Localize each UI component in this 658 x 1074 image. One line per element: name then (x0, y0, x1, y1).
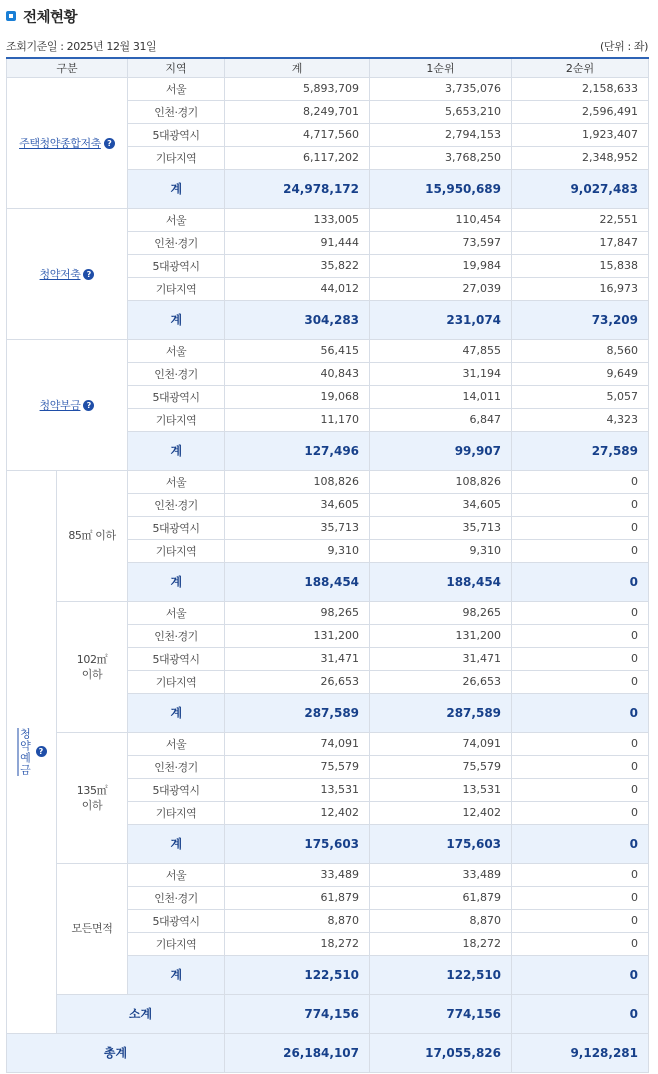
sum-label: 계 (128, 300, 225, 339)
col-header-category: 구분 (7, 58, 128, 77)
total-cell: 34,605 (225, 493, 370, 516)
col-header-second: 2순위 (512, 58, 649, 77)
second-rank-cell: 0 (512, 909, 649, 932)
status-table (6, 57, 649, 1073)
sum-first-cell: 99,907 (370, 431, 512, 470)
sum-label: 계 (128, 431, 225, 470)
sum-first-cell: 175,603 (370, 824, 512, 863)
first-rank-cell: 2,794,153 (370, 123, 512, 146)
subtotal-first-cell: 774,156 (370, 994, 512, 1033)
first-rank-cell: 19,984 (370, 254, 512, 277)
help-icon[interactable]: ? (36, 746, 47, 757)
total-cell: 74,091 (225, 732, 370, 755)
region-cell: 인천·경기 (128, 362, 225, 385)
total-cell: 61,879 (225, 886, 370, 909)
sum-second-cell: 0 (512, 824, 649, 863)
region-cell: 서울 (128, 863, 225, 886)
info-bar (0, 36, 658, 57)
category-subscription-savings (7, 208, 128, 339)
sum-total-cell: 188,454 (225, 562, 370, 601)
sum-label: 계 (128, 169, 225, 208)
category-link[interactable]: 청약예금 (18, 727, 32, 776)
grand-total-row (7, 1033, 649, 1072)
sum-total-cell: 127,496 (225, 431, 370, 470)
first-rank-cell: 31,194 (370, 362, 512, 385)
help-icon[interactable]: ? (83, 269, 94, 280)
first-rank-cell: 3,735,076 (370, 77, 512, 100)
second-rank-cell: 0 (512, 539, 649, 562)
page-header (0, 0, 658, 36)
grand-total-first-cell: 17,055,826 (370, 1033, 512, 1072)
region-cell: 인천·경기 (128, 755, 225, 778)
region-cell: 기타지역 (128, 539, 225, 562)
second-rank-cell: 15,838 (512, 254, 649, 277)
region-cell: 기타지역 (128, 277, 225, 300)
total-cell: 11,170 (225, 408, 370, 431)
sum-label: 계 (128, 824, 225, 863)
second-rank-cell: 22,551 (512, 208, 649, 231)
second-rank-cell: 0 (512, 801, 649, 824)
sum-first-cell: 122,510 (370, 955, 512, 994)
second-rank-cell: 0 (512, 601, 649, 624)
first-rank-cell: 5,653,210 (370, 100, 512, 123)
sum-first-cell: 287,589 (370, 693, 512, 732)
region-cell: 인천·경기 (128, 231, 225, 254)
help-icon[interactable]: ? (104, 138, 115, 149)
total-cell: 75,579 (225, 755, 370, 778)
first-rank-cell: 33,489 (370, 863, 512, 886)
total-cell: 9,310 (225, 539, 370, 562)
second-rank-cell: 0 (512, 493, 649, 516)
total-cell: 98,265 (225, 601, 370, 624)
area-size-label: 이하 (81, 798, 103, 812)
first-rank-cell: 131,200 (370, 624, 512, 647)
total-cell: 131,200 (225, 624, 370, 647)
region-cell: 인천·경기 (128, 624, 225, 647)
subtotal-total-cell: 774,156 (225, 994, 370, 1033)
region-cell: 인천·경기 (128, 886, 225, 909)
first-rank-cell: 75,579 (370, 755, 512, 778)
col-header-total: 계 (225, 58, 370, 77)
region-cell: 인천·경기 (128, 100, 225, 123)
area-size-label: 모든면적 (71, 922, 113, 935)
region-cell: 기타지역 (128, 146, 225, 169)
sum-first-cell: 231,074 (370, 300, 512, 339)
first-rank-cell: 35,713 (370, 516, 512, 539)
sum-second-cell: 9,027,483 (512, 169, 649, 208)
region-cell: 서울 (128, 208, 225, 231)
total-cell: 40,843 (225, 362, 370, 385)
total-cell: 44,012 (225, 277, 370, 300)
first-rank-cell: 26,653 (370, 670, 512, 693)
subtotal-second-cell: 0 (512, 994, 649, 1033)
second-rank-cell: 1,923,407 (512, 123, 649, 146)
table-row (7, 732, 649, 755)
total-cell: 31,471 (225, 647, 370, 670)
first-rank-cell: 12,402 (370, 801, 512, 824)
second-rank-cell: 8,560 (512, 339, 649, 362)
sum-second-cell: 0 (512, 693, 649, 732)
region-cell: 5대광역시 (128, 254, 225, 277)
first-rank-cell: 13,531 (370, 778, 512, 801)
total-cell: 6,117,202 (225, 146, 370, 169)
region-cell: 인천·경기 (128, 493, 225, 516)
region-cell: 기타지역 (128, 801, 225, 824)
total-cell: 108,826 (225, 470, 370, 493)
second-rank-cell: 0 (512, 778, 649, 801)
sum-first-cell: 15,950,689 (370, 169, 512, 208)
sum-second-cell: 0 (512, 955, 649, 994)
total-cell: 5,893,709 (225, 77, 370, 100)
second-rank-cell: 0 (512, 647, 649, 670)
region-cell: 기타지역 (128, 408, 225, 431)
first-rank-cell: 31,471 (370, 647, 512, 670)
second-rank-cell: 2,596,491 (512, 100, 649, 123)
region-cell: 5대광역시 (128, 647, 225, 670)
total-cell: 56,415 (225, 339, 370, 362)
total-cell: 13,531 (225, 778, 370, 801)
area-size-label: 85㎡ 이하 (68, 529, 116, 542)
first-rank-cell: 47,855 (370, 339, 512, 362)
total-cell: 26,653 (225, 670, 370, 693)
sum-second-cell: 0 (512, 562, 649, 601)
first-rank-cell: 27,039 (370, 277, 512, 300)
first-rank-cell: 74,091 (370, 732, 512, 755)
category-subscription-installment (7, 339, 128, 470)
unit-label: (단위 : 좌) (600, 40, 648, 53)
second-rank-cell: 0 (512, 670, 649, 693)
total-cell: 18,272 (225, 932, 370, 955)
table-row (7, 863, 649, 886)
total-cell: 4,717,560 (225, 123, 370, 146)
grand-total-second-cell: 9,128,281 (512, 1033, 649, 1072)
second-rank-cell: 0 (512, 932, 649, 955)
first-rank-cell: 110,454 (370, 208, 512, 231)
area-size-label: 135㎡ (76, 783, 108, 797)
region-cell: 5대광역시 (128, 123, 225, 146)
total-cell: 91,444 (225, 231, 370, 254)
region-cell: 5대광역시 (128, 778, 225, 801)
second-rank-cell: 0 (512, 624, 649, 647)
second-rank-cell: 0 (512, 863, 649, 886)
square-bullet-icon (6, 11, 16, 21)
sum-total-cell: 24,978,172 (225, 169, 370, 208)
first-rank-cell: 9,310 (370, 539, 512, 562)
second-rank-cell: 0 (512, 886, 649, 909)
category-housing-savings (7, 77, 128, 208)
table-row (7, 470, 649, 493)
first-rank-cell: 6,847 (370, 408, 512, 431)
subtotal-label: 소계 (57, 994, 225, 1033)
second-rank-cell: 5,057 (512, 385, 649, 408)
help-icon[interactable]: ? (83, 400, 94, 411)
second-rank-cell: 16,973 (512, 277, 649, 300)
table-row (7, 77, 649, 100)
second-rank-cell: 4,323 (512, 408, 649, 431)
col-header-region: 지역 (128, 58, 225, 77)
area-size-label: 이하 (81, 667, 103, 681)
first-rank-cell: 14,011 (370, 385, 512, 408)
region-cell: 서울 (128, 77, 225, 100)
region-cell: 서울 (128, 470, 225, 493)
page-title: 전체현황 (23, 10, 78, 26)
grand-total-total-cell: 26,184,107 (225, 1033, 370, 1072)
total-cell: 8,249,701 (225, 100, 370, 123)
category-link[interactable]: 청약부금 (39, 398, 81, 412)
grand-total-label: 총계 (7, 1033, 225, 1072)
area-size-cell (57, 863, 128, 994)
first-rank-cell: 98,265 (370, 601, 512, 624)
first-rank-cell: 8,870 (370, 909, 512, 932)
second-rank-cell: 0 (512, 732, 649, 755)
total-cell: 35,713 (225, 516, 370, 539)
region-cell: 기타지역 (128, 670, 225, 693)
first-rank-cell: 34,605 (370, 493, 512, 516)
total-cell: 12,402 (225, 801, 370, 824)
sum-total-cell: 304,283 (225, 300, 370, 339)
table-row (7, 339, 649, 362)
sum-label: 계 (128, 693, 225, 732)
region-cell: 5대광역시 (128, 909, 225, 932)
second-rank-cell: 2,158,633 (512, 77, 649, 100)
first-rank-cell: 61,879 (370, 886, 512, 909)
region-cell: 서울 (128, 339, 225, 362)
total-cell: 19,068 (225, 385, 370, 408)
region-cell: 5대광역시 (128, 385, 225, 408)
second-rank-cell: 0 (512, 755, 649, 778)
total-cell: 33,489 (225, 863, 370, 886)
base-date: 조회기준일 : 2025년 12월 31일 (6, 40, 157, 53)
sum-label: 계 (128, 562, 225, 601)
region-cell: 서울 (128, 601, 225, 624)
table-row (7, 208, 649, 231)
region-cell: 서울 (128, 732, 225, 755)
region-cell: 5대광역시 (128, 516, 225, 539)
area-size-cell (57, 470, 128, 601)
sum-total-cell: 287,589 (225, 693, 370, 732)
area-size-cell (57, 601, 128, 732)
total-cell: 133,005 (225, 208, 370, 231)
first-rank-cell: 3,768,250 (370, 146, 512, 169)
second-rank-cell: 17,847 (512, 231, 649, 254)
area-size-cell (57, 732, 128, 863)
category-deposit (7, 470, 57, 1033)
category-link[interactable]: 청약저축 (39, 267, 81, 281)
sum-label: 계 (128, 955, 225, 994)
table-body (7, 77, 649, 1072)
table-row (7, 601, 649, 624)
first-rank-cell: 18,272 (370, 932, 512, 955)
area-size-label: 102㎡ (76, 652, 108, 666)
sum-total-cell: 122,510 (225, 955, 370, 994)
subtotal-row (7, 994, 649, 1033)
total-cell: 35,822 (225, 254, 370, 277)
sum-second-cell: 73,209 (512, 300, 649, 339)
first-rank-cell: 108,826 (370, 470, 512, 493)
table-header-row (7, 58, 649, 77)
col-header-first: 1순위 (370, 58, 512, 77)
second-rank-cell: 9,649 (512, 362, 649, 385)
sum-second-cell: 27,589 (512, 431, 649, 470)
region-cell: 기타지역 (128, 932, 225, 955)
sum-first-cell: 188,454 (370, 562, 512, 601)
category-link[interactable]: 주택청약종합저축 (19, 136, 101, 150)
total-cell: 8,870 (225, 909, 370, 932)
second-rank-cell: 0 (512, 516, 649, 539)
second-rank-cell: 0 (512, 470, 649, 493)
first-rank-cell: 73,597 (370, 231, 512, 254)
second-rank-cell: 2,348,952 (512, 146, 649, 169)
sum-total-cell: 175,603 (225, 824, 370, 863)
